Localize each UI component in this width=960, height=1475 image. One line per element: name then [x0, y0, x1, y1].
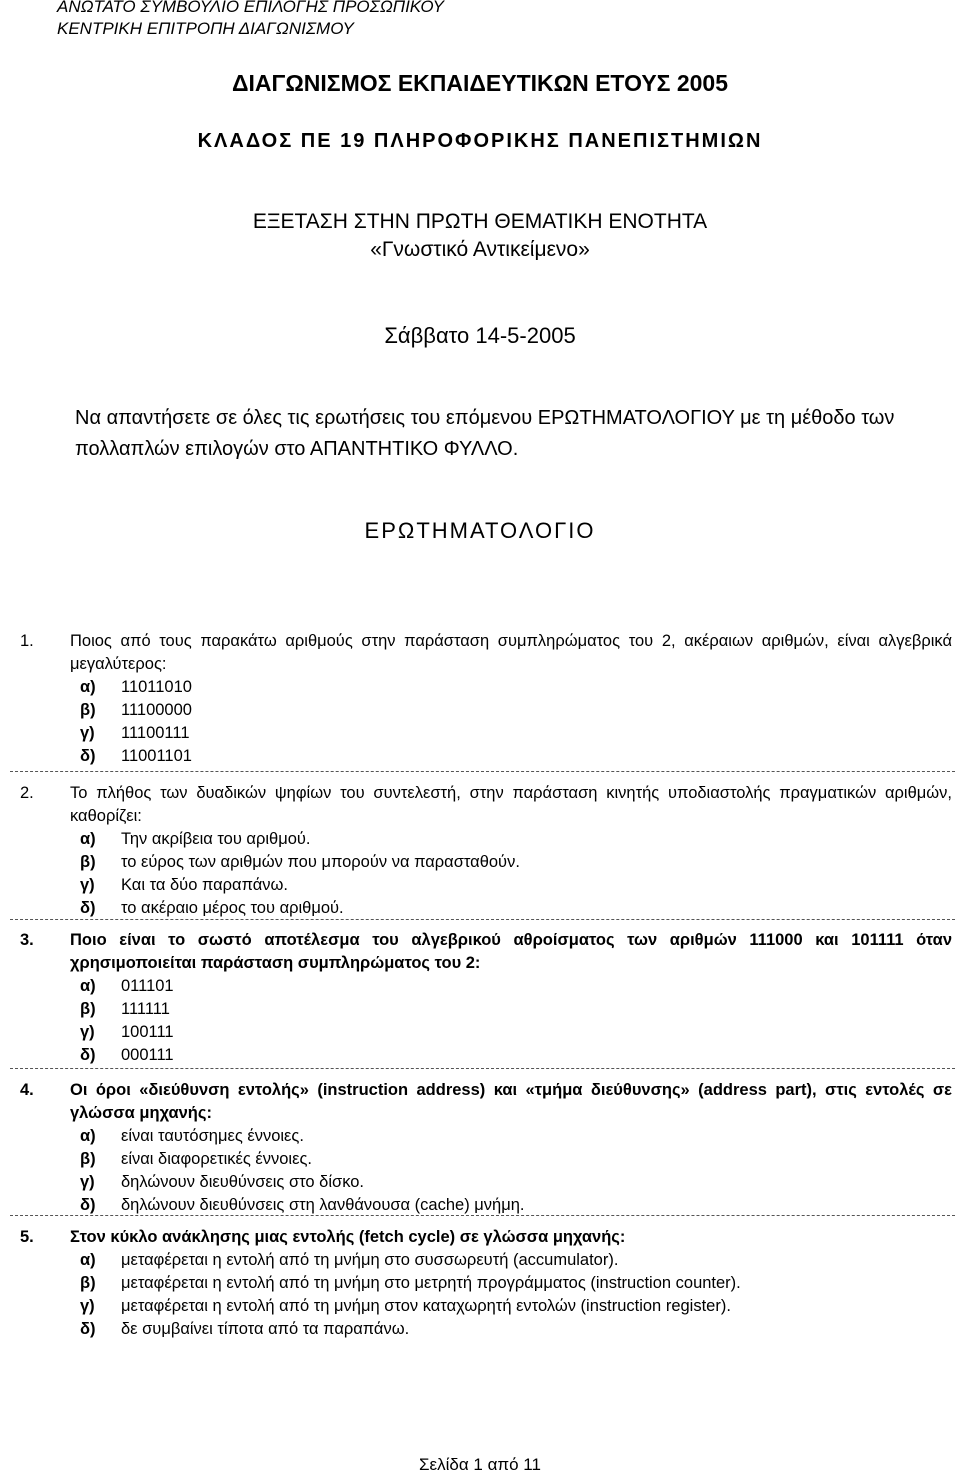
option-c: γ) 100111 — [80, 1023, 174, 1041]
page-footer: Σελίδα 1 από 11 — [419, 1455, 541, 1474]
option-b: β) 11100000 — [80, 701, 192, 719]
question-text: Ποιο είναι το σωστό αποτέλεσμα του αλγεβρικού αθροίσματος των αριθμών 111000 και 101111 όταν χρησιμοποιείται παράσταση συμπληρώματος του 2: — [70, 931, 952, 972]
question-separator — [10, 919, 955, 920]
header-organization: ΑΝΩΤΑΤΟ ΣΥΜΒΟΥΛΙΟ ΕΠΙΛΟΓΗΣ ΠΡΟΣΩΠΙΚΟΥ — [57, 0, 444, 16]
question-separator — [10, 1068, 955, 1069]
option-a: α) 11011010 — [80, 678, 192, 696]
option-a: α) Την ακρίβεια του αριθμού. — [80, 830, 311, 848]
question-separator — [10, 1215, 955, 1216]
header-committee: ΚΕΝΤΡΙΚΗ ΕΠΙΤΡΟΠΗ ΔΙΑΓΩΝΙΣΜΟΥ — [57, 19, 354, 38]
option-a: α) 011101 — [80, 977, 174, 995]
question-number: 2. — [20, 784, 34, 802]
question-number: 3. — [20, 931, 34, 949]
option-c: γ) Και τα δύο παραπάνω. — [80, 876, 288, 894]
option-a: α) μεταφέρεται η εντολή από τη μνήμη στο συσσωρευτή (accumulator). — [80, 1251, 619, 1269]
option-c: γ) δηλώνουν διευθύνσεις στο δίσκο. — [80, 1173, 365, 1191]
question-text: Οι όροι «διεύθυνση εντολής» (instruction address) και «τμήμα διεύθυνσης» (address part), στις εντολές σε γλώσσα μηχανής: — [70, 1081, 952, 1122]
option-a: α) είναι ταυτόσημες έννοιες. — [80, 1127, 304, 1145]
exam-line-1: ΕΞΕΤΑΣΗ ΣΤΗΝ ΠΡΩΤΗ ΘΕΜΑΤΙΚΗ ΕΝΟΤΗΤΑ — [252, 210, 708, 233]
question-number: 4. — [20, 1081, 34, 1099]
question-number: 5. — [20, 1228, 34, 1246]
question-4 — [10, 1079, 952, 1217]
question-1 — [10, 630, 952, 768]
exam-line-2: «Γνωστικό Αντικείμενο» — [370, 238, 590, 261]
question-text: Το πλήθος των δυαδικών ψηφίων του συντελεστή, στην παράσταση κινητής υποδιαστολής πραγματικών αριθμών, καθορίζει: — [70, 784, 952, 825]
question-text: Ποιος από τους παρακάτω αριθμούς στην παράσταση συμπληρώματος του 2, ακέραιων αριθμών, είναι αλγεβρικά μεγαλύτερος: — [70, 632, 952, 673]
option-b: β) είναι διαφορετικές έννοιες. — [80, 1150, 312, 1168]
option-d: δ) 11001101 — [80, 747, 192, 765]
question-2 — [10, 782, 952, 920]
option-b: β) το εύρος των αριθμών που μπορούν να παρασταθούν. — [80, 853, 520, 871]
option-b: β) μεταφέρεται η εντολή από τη μνήμη στο μετρητή προγράμματος (instruction counter). — [80, 1274, 741, 1292]
option-d: δ) δηλώνουν διευθύνσεις στη λανθάνουσα (cache) μνήμη. — [80, 1196, 525, 1214]
document-subtitle: ΚΛΑΔΟΣ ΠΕ 19 ΠΛΗΡΟΦΟΡΙΚΗΣ ΠΑΝΕΠΙΣΤΗΜΙΩΝ — [197, 130, 763, 152]
question-3 — [10, 929, 952, 1067]
question-5 — [10, 1226, 952, 1341]
option-d: δ) 000111 — [80, 1046, 174, 1064]
option-d: δ) δε συμβαίνει τίποτα από τα παραπάνω. — [80, 1320, 410, 1338]
option-d: δ) το ακέραιο μέρος του αριθμού. — [80, 899, 344, 917]
option-b: β) 111111 — [80, 1000, 170, 1018]
question-number: 1. — [20, 632, 34, 650]
exam-date: Σάββατο 14-5-2005 — [384, 323, 576, 348]
questionnaire-title: ΕΡΩΤΗΜΑΤΟΛΟΓΙΟ — [364, 518, 596, 543]
question-text: Στον κύκλο ανάκλησης μιας εντολής (fetch cycle) σε γλώσσα μηχανής: — [70, 1228, 626, 1246]
instructions: Να απαντήσετε σε όλες τις ερωτήσεις του επόμενου ΕΡΩΤΗΜΑΤΟΛΟΓΙΟΥ με τη μέθοδο των πολλαπλών επιλογών στο ΑΠΑΝΤΗΤΙΚΟ ΦΥΛΛΟ. — [75, 407, 895, 460]
option-c: γ) μεταφέρεται η εντολή από τη μνήμη στον καταχωρητή εντολών (instruction register). — [80, 1297, 731, 1315]
exam-section — [0, 208, 960, 264]
option-c: γ) 11100111 — [80, 724, 190, 742]
question-separator — [10, 771, 955, 772]
document-title: ΔΙΑΓΩΝΙΣΜΟΣ ΕΚΠΑΙΔΕΥΤΙΚΩΝ ΕΤΟΥΣ 2005 — [231, 70, 729, 96]
